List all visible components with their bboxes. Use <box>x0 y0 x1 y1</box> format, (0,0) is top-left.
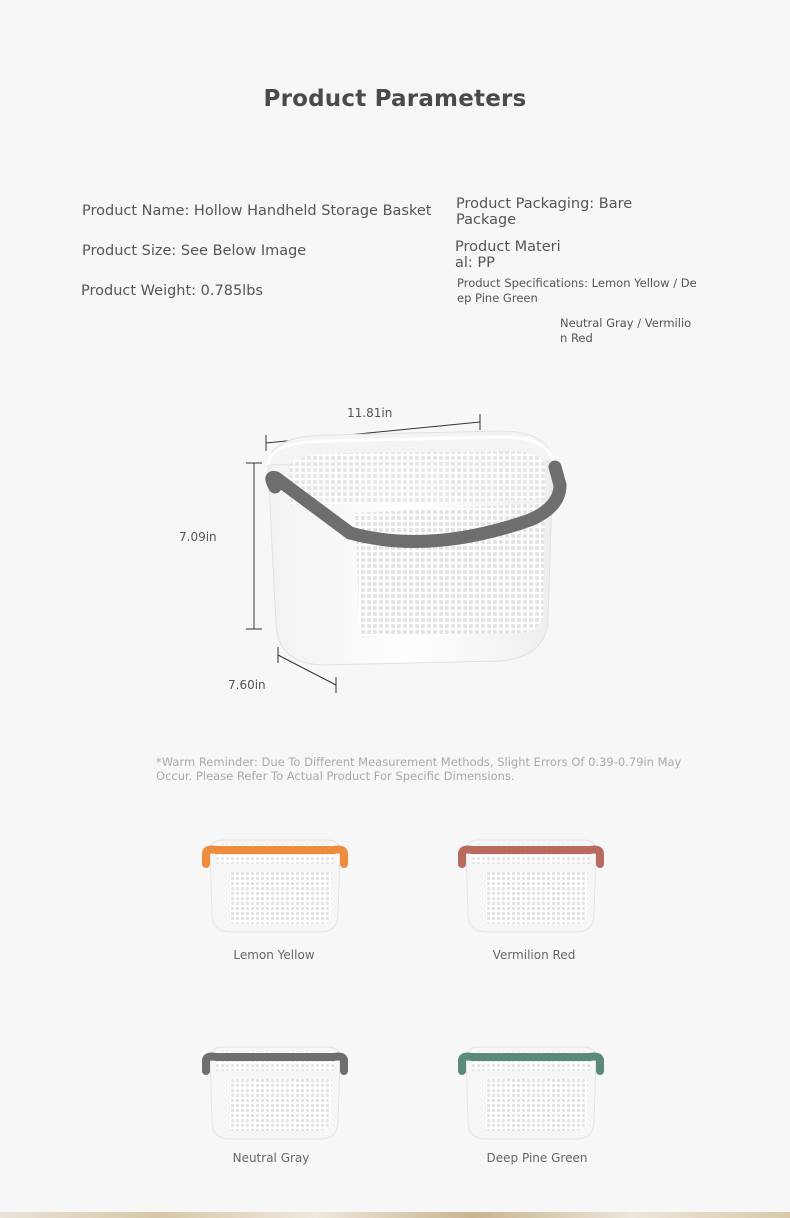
param-spec2-line1: Neutral Gray / Vermilio <box>560 316 692 330</box>
param-product-weight: Product Weight: 0.785lbs <box>81 283 263 299</box>
param-product-name: Product Name: Hollow Handheld Storage Basket <box>82 203 432 219</box>
variant-label-deep-pine-green: Deep Pine Green <box>486 1151 588 1165</box>
variant-label-neutral-gray: Neutral Gray <box>232 1151 310 1165</box>
variant-label-lemon-yellow: Lemon Yellow <box>233 948 315 962</box>
variant-deep-pine-green-image <box>456 1043 606 1143</box>
param-packaging-line2: Package <box>456 212 517 228</box>
param-material <box>455 239 561 271</box>
param-spec-line1: Product Specifications: Lemon Yellow / De <box>457 276 697 290</box>
param-spec2-line2: n Red <box>560 331 593 345</box>
variant-lemon-yellow-image <box>200 836 350 936</box>
param-specifications <box>457 276 697 306</box>
bottom-decorative-strip <box>0 1212 790 1218</box>
dimension-depth-label: 7.60in <box>228 678 266 692</box>
param-product-size: Product Size: See Below Image <box>82 243 307 259</box>
param-material-line1: Product Materi <box>455 239 561 255</box>
basket-dimension-diagram <box>0 395 790 715</box>
dimension-height-label: 7.09in <box>179 530 217 544</box>
reminder-line2: Occur. Please Refer To Actual Product For Specific Dimensions. <box>156 769 515 783</box>
param-spec-line2: ep Pine Green <box>457 291 538 305</box>
param-packaging <box>456 196 632 228</box>
reminder-line1: *Warm Reminder: Due To Different Measurement Methods, Slight Errors Of 0.39-0.79in May <box>156 755 682 769</box>
variant-vermilion-red-image <box>456 836 606 936</box>
dimension-width-label: 11.81in <box>347 406 393 420</box>
measurement-reminder <box>156 755 696 783</box>
page-title: Product Parameters <box>263 86 527 112</box>
variant-label-vermilion-red: Vermilion Red <box>492 948 576 962</box>
variant-neutral-gray-image <box>200 1043 350 1143</box>
param-material-line2: al: PP <box>455 255 495 271</box>
basket-main-image <box>268 431 560 665</box>
param-specifications-cont <box>560 316 691 346</box>
param-packaging-line1: Product Packaging: Bare <box>456 196 633 212</box>
height-dimension-line <box>246 463 262 629</box>
